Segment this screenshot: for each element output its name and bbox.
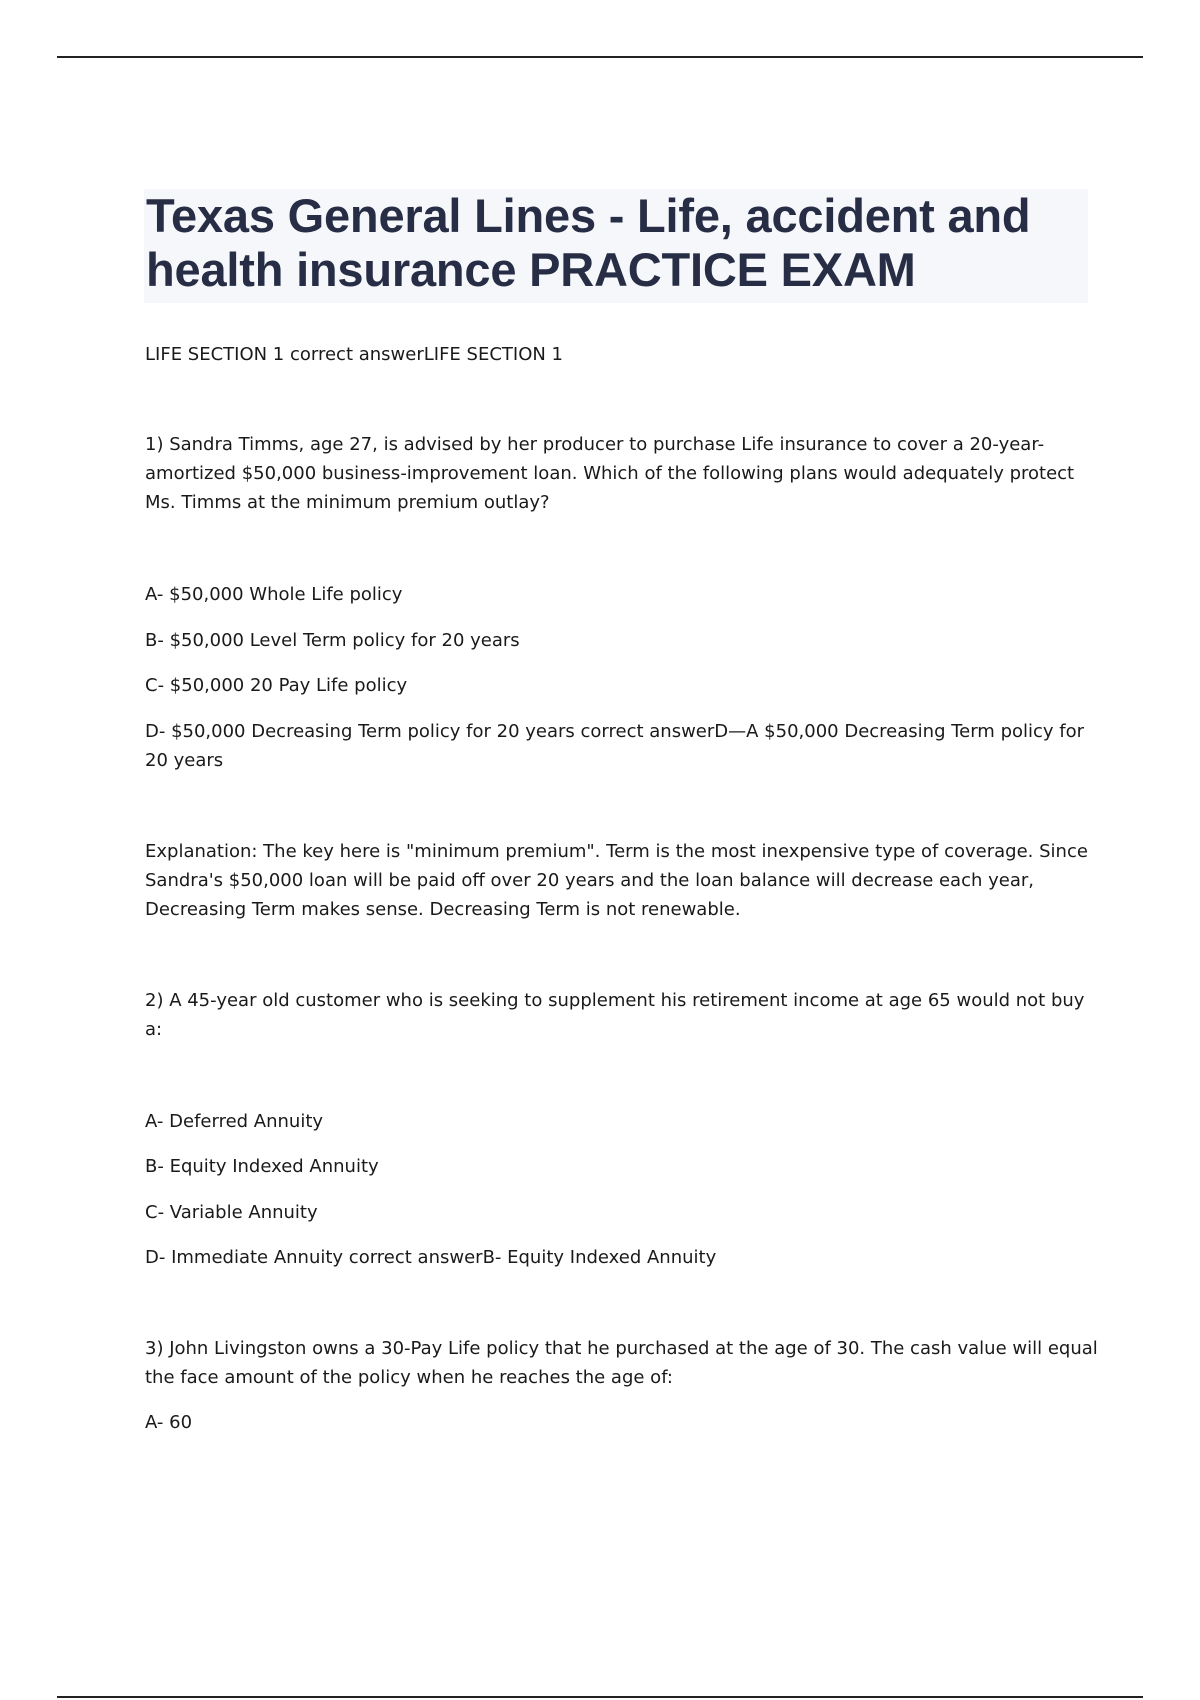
title-line-2: health insurance PRACTICE EXAM [146, 243, 916, 296]
question-2-line-1: 2) A 45-year old customer who is seeking to supplement his retirement income at age 65 would not buy [145, 990, 1085, 1011]
document-title [144, 189, 1088, 303]
question-2-option-d: D- Immediate Annuity correct answerB- Equity Indexed Annuity [145, 1247, 717, 1268]
question-1-explanation-line-3: Decreasing Term makes sense. Decreasing Term is not renewable. [145, 899, 741, 920]
title-line-1: Texas General Lines - Life, accident and [146, 189, 1031, 242]
question-1-option-b: B- $50,000 Level Term policy for 20 years [145, 630, 520, 651]
question-1-line-3: Ms. Timms at the minimum premium outlay? [145, 492, 550, 513]
question-1-line-2: amortized $50,000 business-improvement loan. Which of the following plans would adequately protect [145, 463, 1075, 484]
question-2-line-2: a: [145, 1019, 163, 1040]
question-2-option-a: A- Deferred Annuity [145, 1111, 324, 1132]
question-3-option-a: A- 60 [145, 1412, 193, 1433]
question-3-line-1: 3) John Livingston owns a 30-Pay Life policy that he purchased at the age of 30. The cash value will equal [145, 1338, 1098, 1359]
question-1-option-a: A- $50,000 Whole Life policy [145, 584, 403, 605]
question-1-explanation-line-1: Explanation: The key here is "minimum premium". Term is the most inexpensive type of coverage. Since [145, 841, 1088, 862]
question-1-answer-line-1: D- $50,000 Decreasing Term policy for 20 years correct answerD—A $50,000 Decreasing Term policy for [145, 721, 1085, 742]
bottom-rule [57, 1696, 1143, 1698]
section-header: LIFE SECTION 1 correct answerLIFE SECTION 1 [145, 344, 564, 365]
question-1-answer-line-2: 20 years [145, 750, 224, 771]
top-rule [57, 56, 1143, 58]
question-1-line-1: 1) Sandra Timms, age 27, is advised by her producer to purchase Life insurance to cover a 20-year- [145, 434, 1045, 455]
question-2-option-b: B- Equity Indexed Annuity [145, 1156, 379, 1177]
question-3-line-2: the face amount of the policy when he reaches the age of: [145, 1367, 673, 1388]
question-2-option-c: C- Variable Annuity [145, 1202, 318, 1223]
question-1-explanation-line-2: Sandra's $50,000 loan will be paid off over 20 years and the loan balance will decrease each year, [145, 870, 1034, 891]
question-1-option-c: C- $50,000 20 Pay Life policy [145, 675, 408, 696]
